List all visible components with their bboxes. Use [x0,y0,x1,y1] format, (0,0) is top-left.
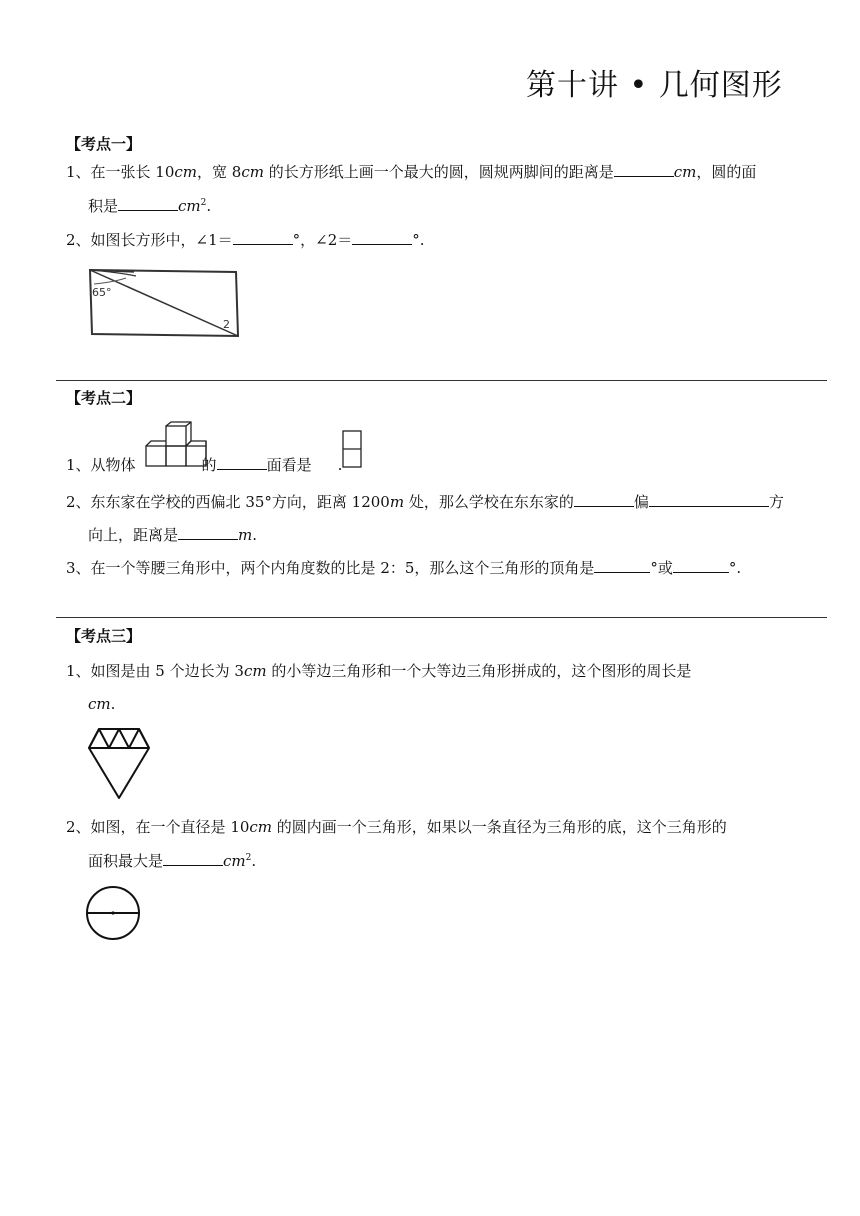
s2-question-2-line-2: 向上，距离是 m. [88,523,257,547]
s1-question-1-line-1: 1、在一张长 10cm，宽 8cm 的长方形纸上画一个最大的圆，圆规两脚间的距离是 cm，圆的面 [66,160,756,184]
answer-blank[interactable] [163,849,223,866]
s3-question-2-line-1: 2、如图，在一个直径是 10cm 的圆内画一个三角形，如果以一条直径为三角形的底，这个三角形的 [66,818,727,836]
answer-blank[interactable] [574,490,634,507]
s3-question-1-line-2: cm. [88,695,116,713]
s2-question-3: 3、在一个等腰三角形中，两个内角度数的比是 2：5，那么这个三角形的顶角是 °或 °. [66,556,741,580]
s3-question-2-line-2: 面积最大是 $cm^2$. [88,849,256,873]
section-divider [56,380,827,381]
section-heading-1: 【考点一】 [66,135,142,153]
section-divider [56,617,827,618]
s1-question-1-line-2: 积是 $cm^2$. [88,194,211,218]
answer-blank[interactable] [614,160,674,177]
rectangle-angle-figure [86,266,241,342]
cube-stack-figure [145,422,209,470]
page-title: 第十讲 • 几何图形 [526,68,783,103]
answer-blank[interactable] [118,194,178,211]
answer-blank[interactable] [594,556,650,573]
angle-label-65: 65° [92,286,112,299]
answer-blank[interactable] [233,228,293,245]
answer-blank[interactable] [178,523,238,540]
s2-question-2-line-1: 2、东东家在学校的西偏北 35°方向，距离 1200m 处，那么学校在东东家的 偏 方 [66,490,784,514]
s3-question-1-line-1: 1、如图是由 5 个边长为 3cm 的小等边三角形和一个大等边三角形拼成的，这个图形的周长是 [66,662,692,680]
s1-question-2: 2、如图长方形中，∠1＝ °，∠2＝ °. [66,228,425,252]
answer-blank[interactable] [352,228,412,245]
section-heading-2: 【考点二】 [66,389,142,407]
answer-blank[interactable] [217,453,267,470]
answer-blank[interactable] [649,490,769,507]
angle-label-2: 2 [223,318,230,331]
circle-diameter-figure [85,885,143,943]
section-heading-3: 【考点三】 [66,627,142,645]
diamond-triangles-figure [86,728,152,800]
s2-question-1: 1、从物体 的 面看是 . [66,453,342,477]
answer-blank[interactable] [673,556,729,573]
side-view-figure [342,430,364,470]
